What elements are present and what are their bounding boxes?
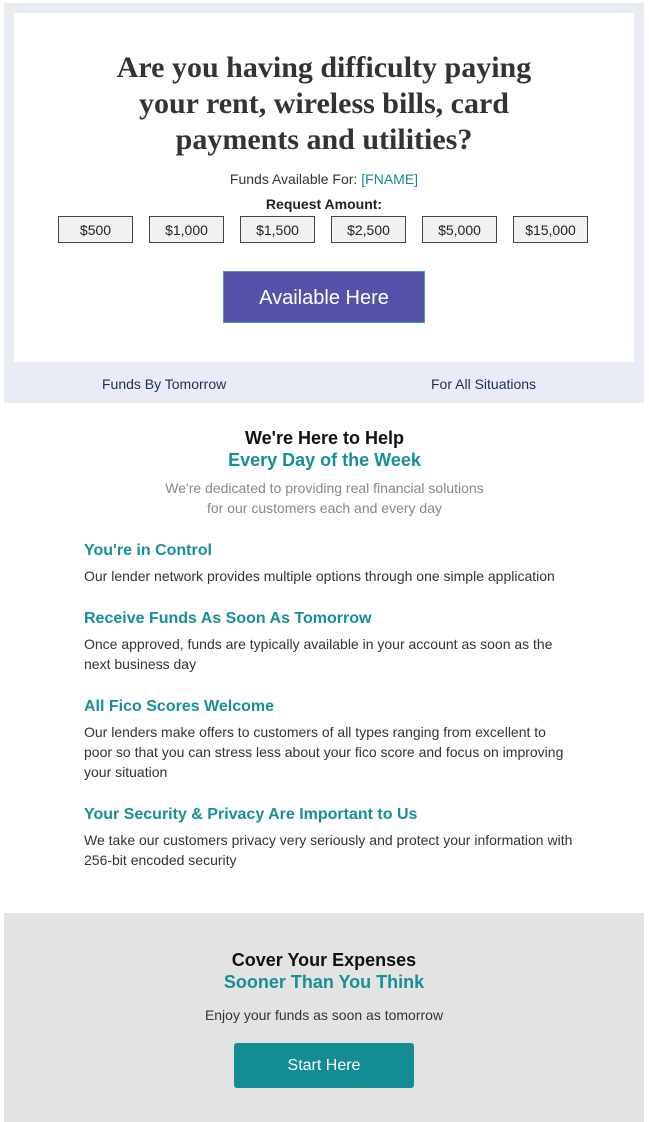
feature-heading: Your Security & Privacy Are Important to Us [84,806,418,823]
request-amount-label: Request Amount: [265,196,383,212]
feature-text: Once approved, funds are typically available in your account as soon as the next business day [84,636,553,672]
cover-description: Enjoy your funds as soon as tomorrow [204,1007,444,1023]
help-subtitle: Every Day of the Week [228,450,421,470]
amount-button-15000[interactable]: $15,000 [513,216,588,243]
hero-headline-line: Are you having difficulty paying [116,51,532,84]
fname-placeholder: [FNAME] [361,171,419,187]
start-here-button[interactable]: Start Here [234,1043,414,1088]
feature-security-privacy [84,805,574,870]
help-description [0,478,649,518]
feature-text: We take our customers privacy very seriously and protect your information with 256-bit encoded security [84,832,573,868]
amount-button-500[interactable]: $500 [58,216,133,243]
cover-subtitle: Sooner Than You Think [223,972,425,992]
help-description-line: for our customers each and every day [206,500,442,516]
feature-text: Our lenders make offers to customers of all types ranging from excellent to poor so that you can stress less about your fico score and focus on improving your situation [84,724,564,780]
feature-receive-funds [84,609,574,674]
available-here-button[interactable]: Available Here [223,271,425,323]
feature-heading: You're in Control [84,542,212,559]
hero-headline-line: payments and utilities? [175,123,473,156]
hero-headline [14,50,634,158]
feature-text: Our lender network provides multiple options through one simple application [84,568,555,584]
amount-button-1500[interactable]: $1,500 [240,216,315,243]
cover-title: Cover Your Expenses [231,950,417,970]
hero-section [4,3,644,403]
feature-in-control [84,541,574,586]
funds-by-tomorrow-text: Funds By Tomorrow [102,376,227,392]
for-all-situations-text: For All Situations [431,376,537,392]
help-title: We're Here to Help [245,428,404,448]
feature-heading: All Fico Scores Welcome [84,698,274,715]
hero-card [14,13,634,362]
feature-heading: Receive Funds As Soon As Tomorrow [84,610,372,627]
amount-button-5000[interactable]: $5,000 [422,216,497,243]
amount-button-2500[interactable]: $2,500 [331,216,406,243]
help-description-line: We're dedicated to providing real financial solutions [165,480,484,496]
funds-available-line [14,171,634,187]
hero-headline-line: your rent, wireless bills, card [139,87,509,120]
cover-expenses-section [4,913,644,1122]
feature-fico-scores [84,697,574,782]
amount-button-1000[interactable]: $1,000 [149,216,224,243]
funds-available-label: Funds Available For: [229,171,358,187]
